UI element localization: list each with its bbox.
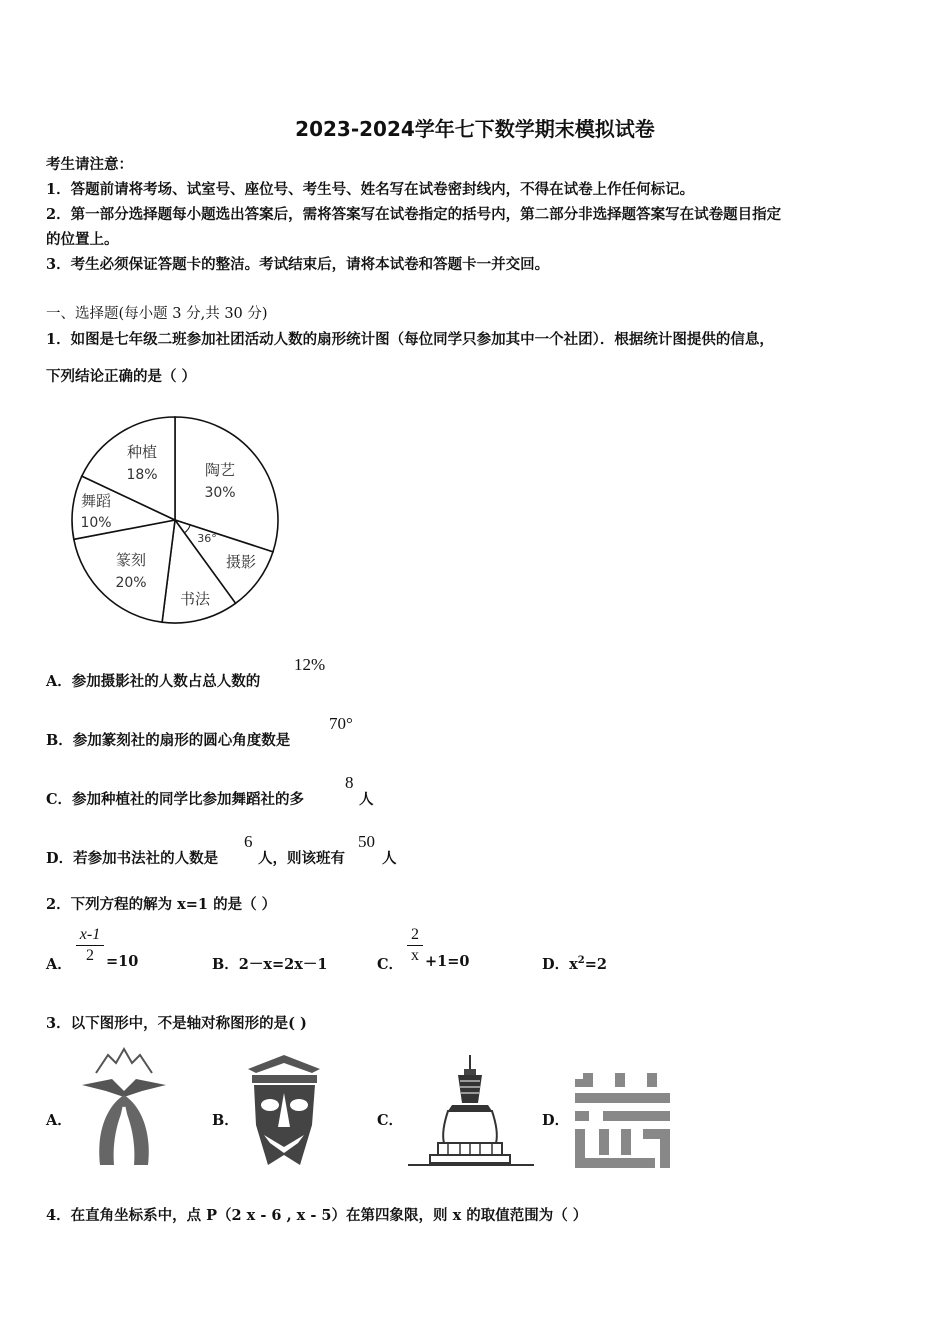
q3-option-b-label: B．: [212, 1112, 239, 1129]
q3-stem: 3．以下图形中，不是轴对称图形的是( ): [46, 1015, 307, 1032]
q3-option-a-figure: [78, 1045, 170, 1170]
q1-pie-chart: [60, 405, 290, 635]
q1-stem-line1: 1．如图是七年级二班参加社团活动人数的扇形统计图（每位同学只参加其中一个社团）．根据统计图提供的信息，: [46, 331, 774, 348]
chart-label-wudao: 舞蹈: [80, 492, 112, 510]
q2-option-c-den: x: [411, 947, 419, 964]
notice-item-2-cont: 的位置上。: [46, 231, 119, 248]
chart-label-taoyi-pct: 30%: [204, 485, 236, 501]
q3-option-c-label: C．: [377, 1112, 404, 1129]
chart-label-wudao-pct: 10%: [80, 515, 112, 531]
q1-option-c-tail: 人: [359, 791, 374, 808]
q2-option-c-fraction: [407, 926, 423, 965]
chart-label-zhuanke: 篆刻: [115, 551, 147, 569]
chart-label-sheying: 摄影: [225, 553, 257, 571]
q2-option-d: [542, 953, 607, 974]
notice-heading: 考生请注意：: [46, 156, 133, 173]
notice-item-2: 2．第一部分选择题每小题选出答案后，需将答案写在试卷指定的括号内，第二部分非选择题答案写在试卷题目指定: [46, 206, 782, 223]
q1-option-b: [46, 729, 290, 750]
q2-option-c-rest: +1=0: [425, 953, 470, 970]
q1-option-d-text: D．若参加书法社的人数是: [46, 850, 219, 867]
q2-option-a-rest: =10: [106, 953, 139, 970]
q2-option-d-rest: =2: [584, 956, 607, 973]
page-title: 2023-2024学年七下数学期末模拟试卷: [295, 117, 655, 141]
q1-option-a: [46, 670, 260, 691]
q2-option-a-den: 2: [86, 947, 94, 964]
q1-option-c-math: 8: [345, 773, 354, 792]
q1-stem-line2: 下列结论正确的是（ ）: [46, 368, 197, 385]
chart-label-taoyi: 陶艺: [204, 461, 236, 479]
q2-option-a-num: x-1: [79, 926, 101, 943]
q1-option-b-text: B．参加篆刻社的扇形的圆心角度数是: [46, 732, 291, 749]
q1-option-d: [46, 847, 218, 868]
q2-option-a-label: A．: [46, 956, 72, 973]
q3-option-c-figure: [408, 1055, 534, 1170]
q1-option-b-math: 70°: [329, 714, 353, 733]
chart-label-zhongzhi-pct: 18%: [126, 467, 158, 483]
q1-option-a-math: 12%: [294, 655, 326, 674]
q3-option-a-label: A．: [46, 1112, 72, 1129]
q2-option-d-base: x: [569, 956, 578, 973]
q4-stem: 4．在直角坐标系中，点 P（2 x - 6 , x - 5）在第四象限，则 x 的取值范围为（ ）: [46, 1207, 588, 1224]
q2-option-d-exp: 2: [577, 955, 585, 967]
notice-item-3: 3．考生必须保证答题卡的整洁。考试结束后，请将本试卷和答题卡一并交回。: [46, 256, 550, 273]
q1-option-d-math1: 6: [244, 832, 253, 851]
q2-option-c-num: 2: [411, 926, 419, 943]
q1-option-d-mid: 人，则该班有: [258, 850, 345, 867]
q1-option-c: [46, 788, 304, 809]
section-heading: 一、选择题(每小题 3 分,共 30 分): [46, 306, 268, 322]
q3-option-d-label: D．: [542, 1112, 570, 1129]
q2-option-c-label: C．: [377, 956, 404, 973]
q1-option-d-math2: 50: [358, 832, 375, 851]
q1-option-c-text: C．参加种植社的同学比参加舞蹈社的多: [46, 791, 305, 808]
chart-label-angle: 36°: [197, 532, 217, 545]
notice-item-1: 1．答题前请将考场、试室号、座位号、考生号、姓名写在试卷密封线内，不得在试卷上作任何标记。: [46, 181, 695, 198]
q2-stem: 2．下列方程的解为 x=1 的是（ ）: [46, 896, 277, 913]
chart-label-shufa: 书法: [179, 590, 211, 608]
q2-option-b-label: B．: [212, 956, 239, 973]
q2-option-b-expr: 2－x=2x－1: [238, 956, 328, 973]
chart-label-zhongzhi: 种植: [126, 443, 158, 461]
q1-option-d-tail: 人: [382, 850, 397, 867]
q2-option-a-fraction: [76, 926, 104, 965]
q1-option-a-text: A．参加摄影社的人数占总人数的: [46, 673, 261, 690]
q3-option-d-figure: [575, 1073, 670, 1168]
fraction-bar: [407, 945, 423, 946]
q2-option-b: [212, 953, 327, 974]
chart-label-zhuanke-pct: 20%: [115, 575, 147, 591]
q2-option-d-label: D．: [542, 956, 570, 973]
q3-option-b-figure: [242, 1055, 327, 1170]
fraction-bar: [76, 945, 104, 946]
